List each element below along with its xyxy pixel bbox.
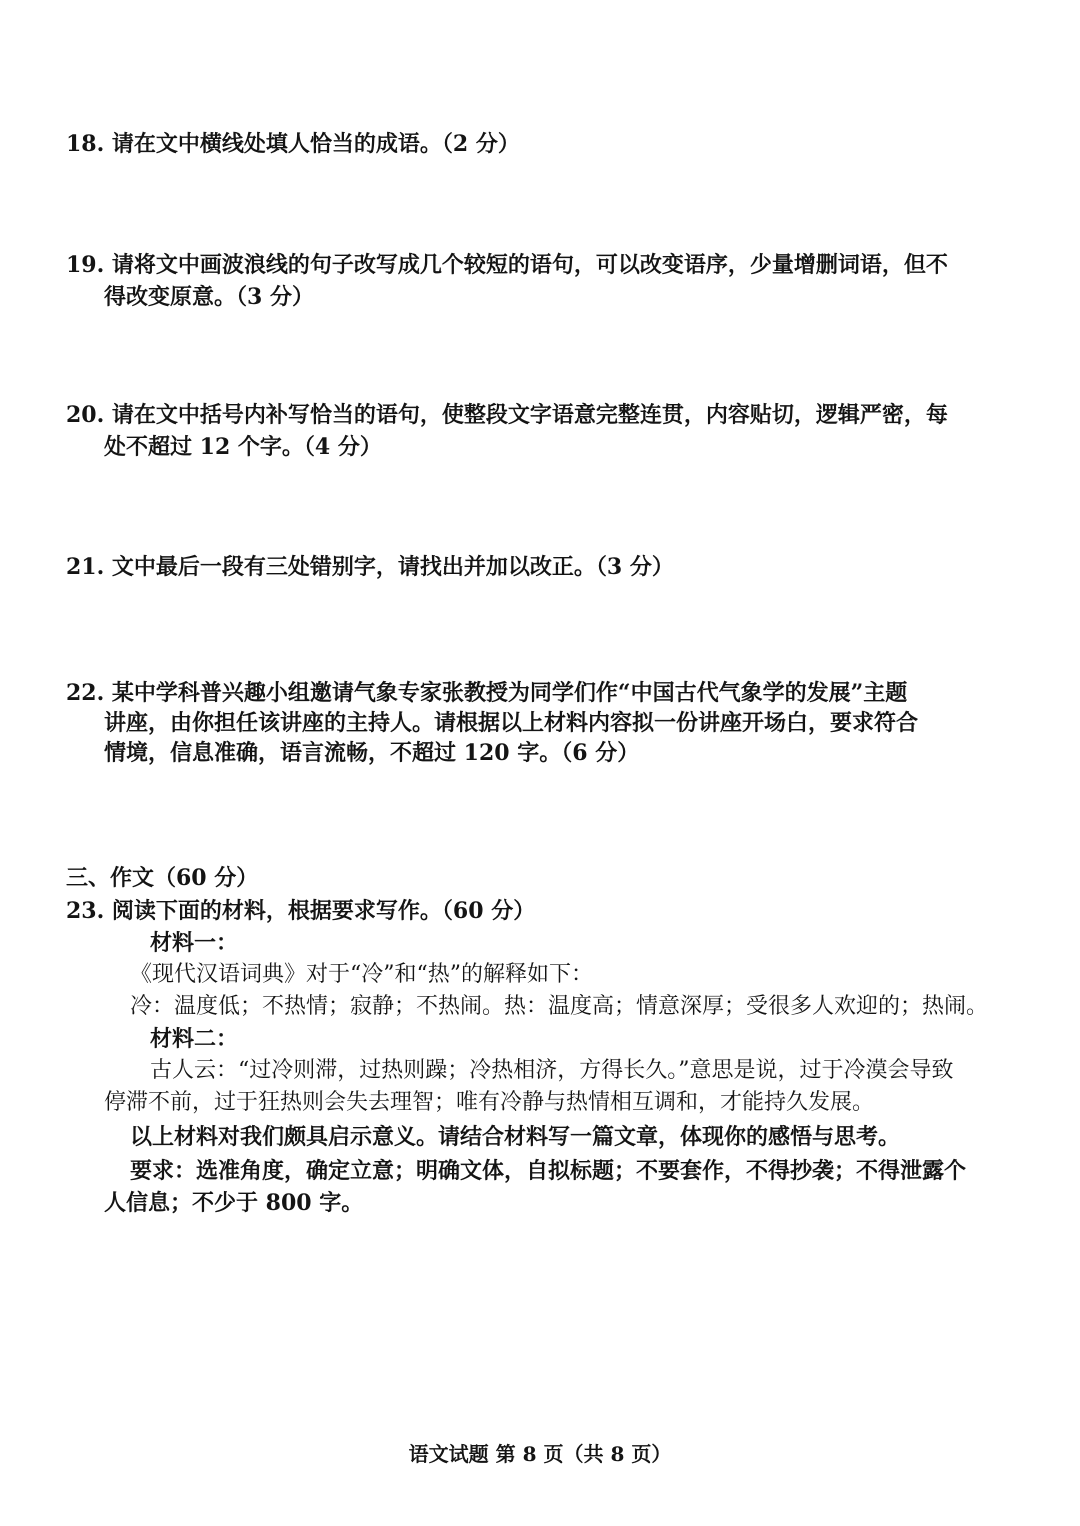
question-20-text-line2: 处不超过 12 个字。（4 分）: [104, 434, 382, 460]
writing-requirements-line1: 要求：选准角度，确定立意；明确文体，自拟标题；不要套作，不得抄袭；不得泄露个: [130, 1158, 967, 1184]
question-19-text-line1: 19. 请将文中画波浪线的句子改写成几个较短的语句，可以改变语序，少量增删词语，但不: [66, 252, 948, 278]
writing-prompt: 以上材料对我们颇具启示意义。请结合材料写一篇文章，体现你的感悟与思考。: [130, 1124, 901, 1150]
material-2-line2: 停滞不前，过于狂热则会失去理智；唯有冷静与热情相互调和，才能持久发展。: [104, 1090, 875, 1115]
page-footer: 语文试题 第 8 页（共 8 页）: [408, 1442, 672, 1466]
question-22-text-line1: 22. 某中学科普兴趣小组邀请气象专家张教授为同学们作“中国古代气象学的发展”主题: [66, 680, 908, 706]
question-21-text: 21. 文中最后一段有三处错别字，请找出并加以改正。（3 分）: [66, 554, 674, 580]
material-2-label: 材料二：: [150, 1026, 239, 1052]
material-1-label: 材料一：: [150, 930, 239, 956]
section-3-heading: 三、作文（60 分）: [66, 865, 259, 891]
question-22-text-line2: 讲座，由你担任该讲座的主持人。请根据以上材料内容拟一份讲座开场白，要求符合: [104, 710, 919, 736]
material-2-line1: 古人云：“过冷则滞，过热则躁；冷热相济，方得长久。”意思是说，过于冷漠会导致: [150, 1058, 954, 1083]
material-1-definitions: 冷：温度低；不热情；寂静；不热闹。热：温度高；情意深厚；受很多人欢迎的；热闹。: [130, 994, 989, 1019]
question-23-text: 23. 阅读下面的材料，根据要求写作。（60 分）: [66, 898, 536, 924]
writing-requirements-line2: 人信息；不少于 800 字。: [104, 1190, 364, 1216]
question-22-text-line3: 情境，信息准确，语言流畅，不超过 120 字。（6 分）: [104, 740, 640, 766]
question-19-text-line2: 得改变原意。（3 分）: [104, 284, 314, 310]
question-20-text-line1: 20. 请在文中括号内补写恰当的语句，使整段文字语意完整连贯，内容贴切，逻辑严密，每: [66, 402, 948, 428]
material-1-intro: 《现代汉语词典》对于“冷”和“热”的解释如下：: [130, 962, 593, 987]
question-18-text: 18. 请在文中横线处填人恰当的成语。（2 分）: [66, 131, 520, 157]
